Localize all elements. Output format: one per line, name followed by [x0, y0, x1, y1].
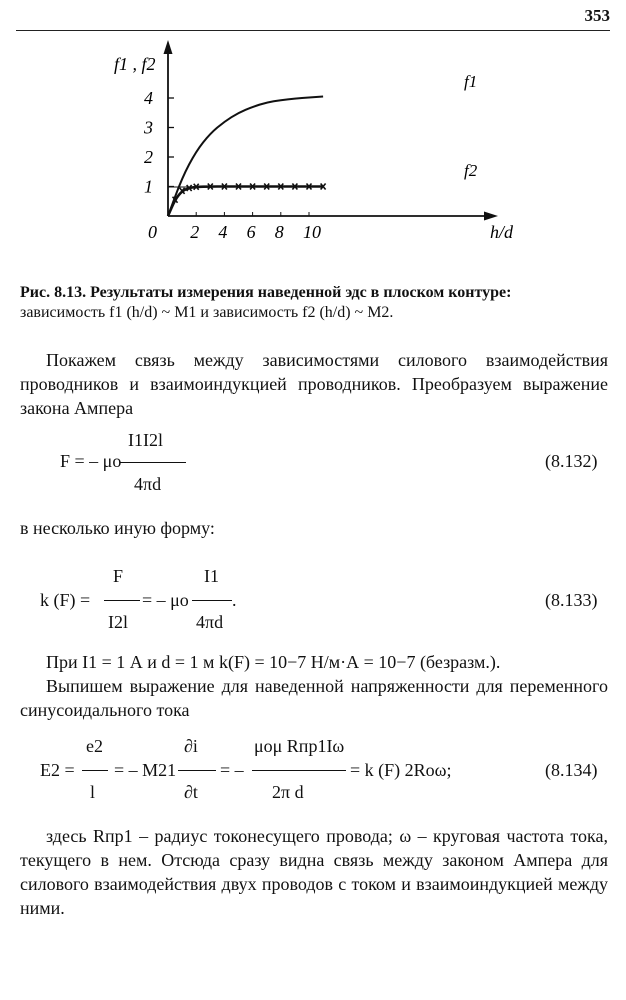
eq133-tail: . — [232, 590, 237, 610]
eq133-fraction-bar-2 — [192, 600, 232, 601]
eq134-fraction-bar-1 — [82, 770, 108, 771]
eq133-denominator-2: 4πd — [196, 612, 224, 632]
caption-title: Рис. 8.13. Результаты измерения наведенной эдс в плоском контуре: — [20, 284, 512, 301]
eq132-numerator: I1I2l — [128, 430, 163, 450]
eq133-mid: = – μo — [142, 590, 189, 610]
header-rule — [16, 30, 610, 31]
page-number: 353 — [584, 6, 610, 25]
y-tick-label: 4 — [144, 88, 153, 108]
y-tick-label: 2 — [144, 147, 153, 167]
paragraph-4: Выпишем выражение для наведенной напряженности для переменного синусоидального тока — [20, 676, 608, 720]
y-axis-label: f1 , f2 — [114, 54, 156, 74]
eq132-lhs: F = – μo — [60, 451, 122, 471]
eq133-lhs: k (F) = — [40, 590, 91, 610]
paragraph-2: в несколько иную форму: — [20, 518, 215, 538]
x-tick-label: 10 — [303, 222, 321, 242]
paragraph-5: здесь Rпр1 – радиус токонесущего провода; ω – круговая частота тока, текущего в нем. Отсюда сразу видна связь между законом Ампера для силового взаимодействия двух проводов с током и взаимоиндукцией между ними. — [20, 826, 608, 918]
equation-8-134 — [0, 732, 626, 808]
eq134-denominator-2: ∂t — [184, 782, 198, 802]
eq134-number: (8.134) — [545, 760, 598, 780]
equation-8-133 — [0, 564, 626, 638]
figure-chart — [100, 38, 530, 250]
curve-label-f1: f1 — [464, 72, 478, 91]
series-line-f1 — [168, 97, 323, 216]
eq134-fraction-bar-3 — [252, 770, 346, 771]
eq134-denominator-3: 2π d — [272, 782, 304, 802]
eq133-numerator-2: I1 — [204, 566, 219, 586]
eq132-fraction-bar — [120, 462, 186, 463]
figure-caption — [20, 283, 610, 323]
eq134-denominator-1: l — [90, 782, 96, 802]
x-tick-label: 4 — [218, 222, 228, 242]
eq134-fraction-bar-2 — [178, 770, 216, 771]
y-tick-label: 3 — [144, 117, 153, 138]
eq134-lhs: E2 = — [40, 760, 75, 780]
y-tick-label: 1 — [144, 176, 153, 197]
x-axis-label: h/d — [490, 222, 514, 242]
x-tick-label: 6 — [246, 222, 256, 242]
eq133-fraction-bar-1 — [104, 600, 140, 601]
eq134-tail: = k (F) 2Roω; — [350, 760, 452, 780]
paragraph-1: Покажем связь между зависимостями силового взаимодействия проводников и взаимоиндукцией проводников. Преобразуем выражение закона Ампера — [20, 350, 608, 418]
eq132-denominator: 4πd — [134, 474, 162, 494]
eq134-numerator-2: ∂i — [184, 736, 198, 756]
x-axis-arrow — [484, 212, 498, 221]
caption-line2: зависимость f1 (h/d) ~ M1 и зависимость f2 (h/d) ~ M2. — [20, 304, 394, 321]
equation-8-132 — [0, 430, 626, 500]
eq134-mid-2: = – — [220, 760, 244, 780]
eq133-denominator-1: I2l — [108, 612, 128, 632]
x-tick-label: 0 — [148, 222, 157, 242]
paragraph-3: При I1 = 1 А и d = 1 м k(F) = 10−7 Н/м·А = 10−7 (безразм.). — [46, 652, 501, 672]
eq132-number: (8.132) — [545, 451, 598, 471]
x-tick-label: 8 — [274, 222, 284, 242]
curve-label-f2: f2 — [464, 161, 478, 180]
eq133-numerator-1: F — [113, 566, 124, 586]
eq134-numerator-3: μoμ Rпр1Iω — [254, 736, 345, 756]
eq133-number: (8.133) — [545, 590, 598, 610]
x-tick-label: 2 — [190, 222, 200, 242]
eq134-numerator-1: e2 — [86, 736, 103, 756]
y-axis-arrow — [164, 40, 173, 54]
eq134-mid-1: = – M21 — [114, 760, 177, 780]
